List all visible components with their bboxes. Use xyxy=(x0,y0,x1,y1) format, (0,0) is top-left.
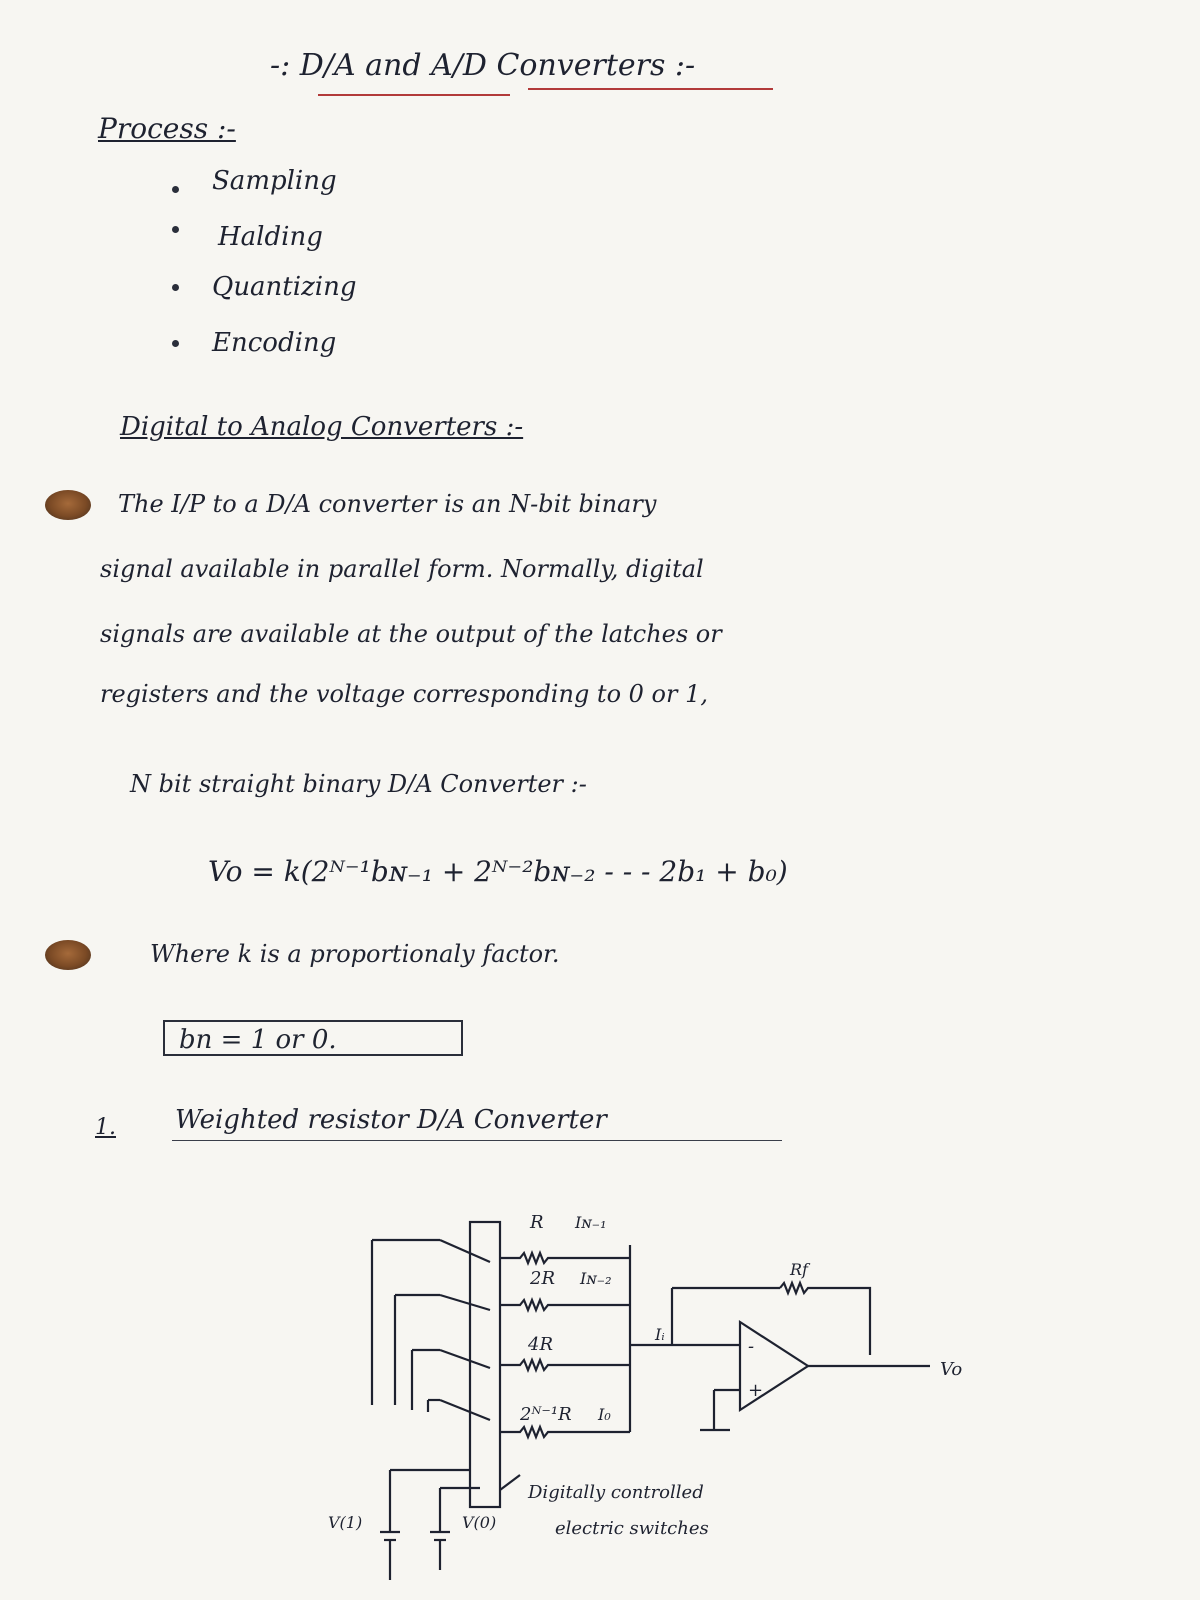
item-heading: Weighted resistor D/A Converter xyxy=(175,1105,607,1135)
switch-blade xyxy=(440,1400,490,1420)
where-line: Where k is a proportionaly factor. xyxy=(150,940,560,968)
switch-blade xyxy=(440,1350,490,1368)
caption-pointer xyxy=(500,1475,520,1490)
opamp-plus: + xyxy=(748,1380,764,1401)
switch-blade xyxy=(440,1240,490,1262)
switch-caption: electric switches xyxy=(555,1518,709,1539)
boxed-note: bn = 1 or 0. xyxy=(163,1020,463,1056)
resistor-label: 2R xyxy=(530,1268,556,1289)
current-label: Iɴ₋₁ xyxy=(575,1213,607,1232)
item-number: 1. xyxy=(95,1115,116,1140)
resistor-label: 4R xyxy=(528,1334,554,1355)
switch-blade xyxy=(440,1295,490,1310)
v1-label: V(1) xyxy=(328,1513,363,1532)
feedback-resistor xyxy=(780,1283,870,1355)
process-item: Quantizing xyxy=(212,272,357,302)
resistor-label: 2ᴺ⁻¹R xyxy=(520,1404,572,1425)
current-label: Iɴ₋₂ xyxy=(580,1269,612,1288)
paragraph-line: signals are available at the output of the latches or xyxy=(100,620,722,648)
resistor-4r xyxy=(500,1360,630,1370)
paragraph-line: registers and the voltage corresponding to 0 or 1, xyxy=(100,680,709,708)
paragraph-line: The I/P to a D/A converter is an N-bit binary xyxy=(118,490,657,518)
vo-label: Vo xyxy=(940,1359,963,1380)
paragraph-line: signal available in parallel form. Normally, digital xyxy=(100,555,704,583)
page-title: -: D/A and A/D Converters :- xyxy=(270,48,696,83)
process-item: Halding xyxy=(218,222,323,252)
switch-column xyxy=(470,1222,500,1507)
process-label: Process :- xyxy=(98,112,236,145)
resistor-r xyxy=(500,1253,630,1263)
current-label: I₀ xyxy=(598,1405,611,1424)
resistor-2n1r xyxy=(500,1427,630,1437)
subheading: N bit straight binary D/A Converter :- xyxy=(130,770,587,798)
resistor-2r xyxy=(500,1300,630,1310)
v0-label: V(0) xyxy=(462,1513,497,1532)
process-item: Sampling xyxy=(212,166,337,196)
formula: Vo = k(2ᴺ⁻¹bɴ₋₁ + 2ᴺ⁻²bɴ₋₂ - - - 2b₁ + b₀) xyxy=(208,855,788,888)
opamp-minus: - xyxy=(748,1336,755,1357)
iin-label: Iᵢ xyxy=(655,1325,665,1344)
switch-caption: Digitally controlled xyxy=(528,1482,704,1503)
section-heading: Digital to Analog Converters :- xyxy=(120,412,524,442)
resistor-label: R xyxy=(530,1212,544,1233)
rf-label: Rf xyxy=(790,1260,808,1279)
process-item: Encoding xyxy=(212,328,337,358)
